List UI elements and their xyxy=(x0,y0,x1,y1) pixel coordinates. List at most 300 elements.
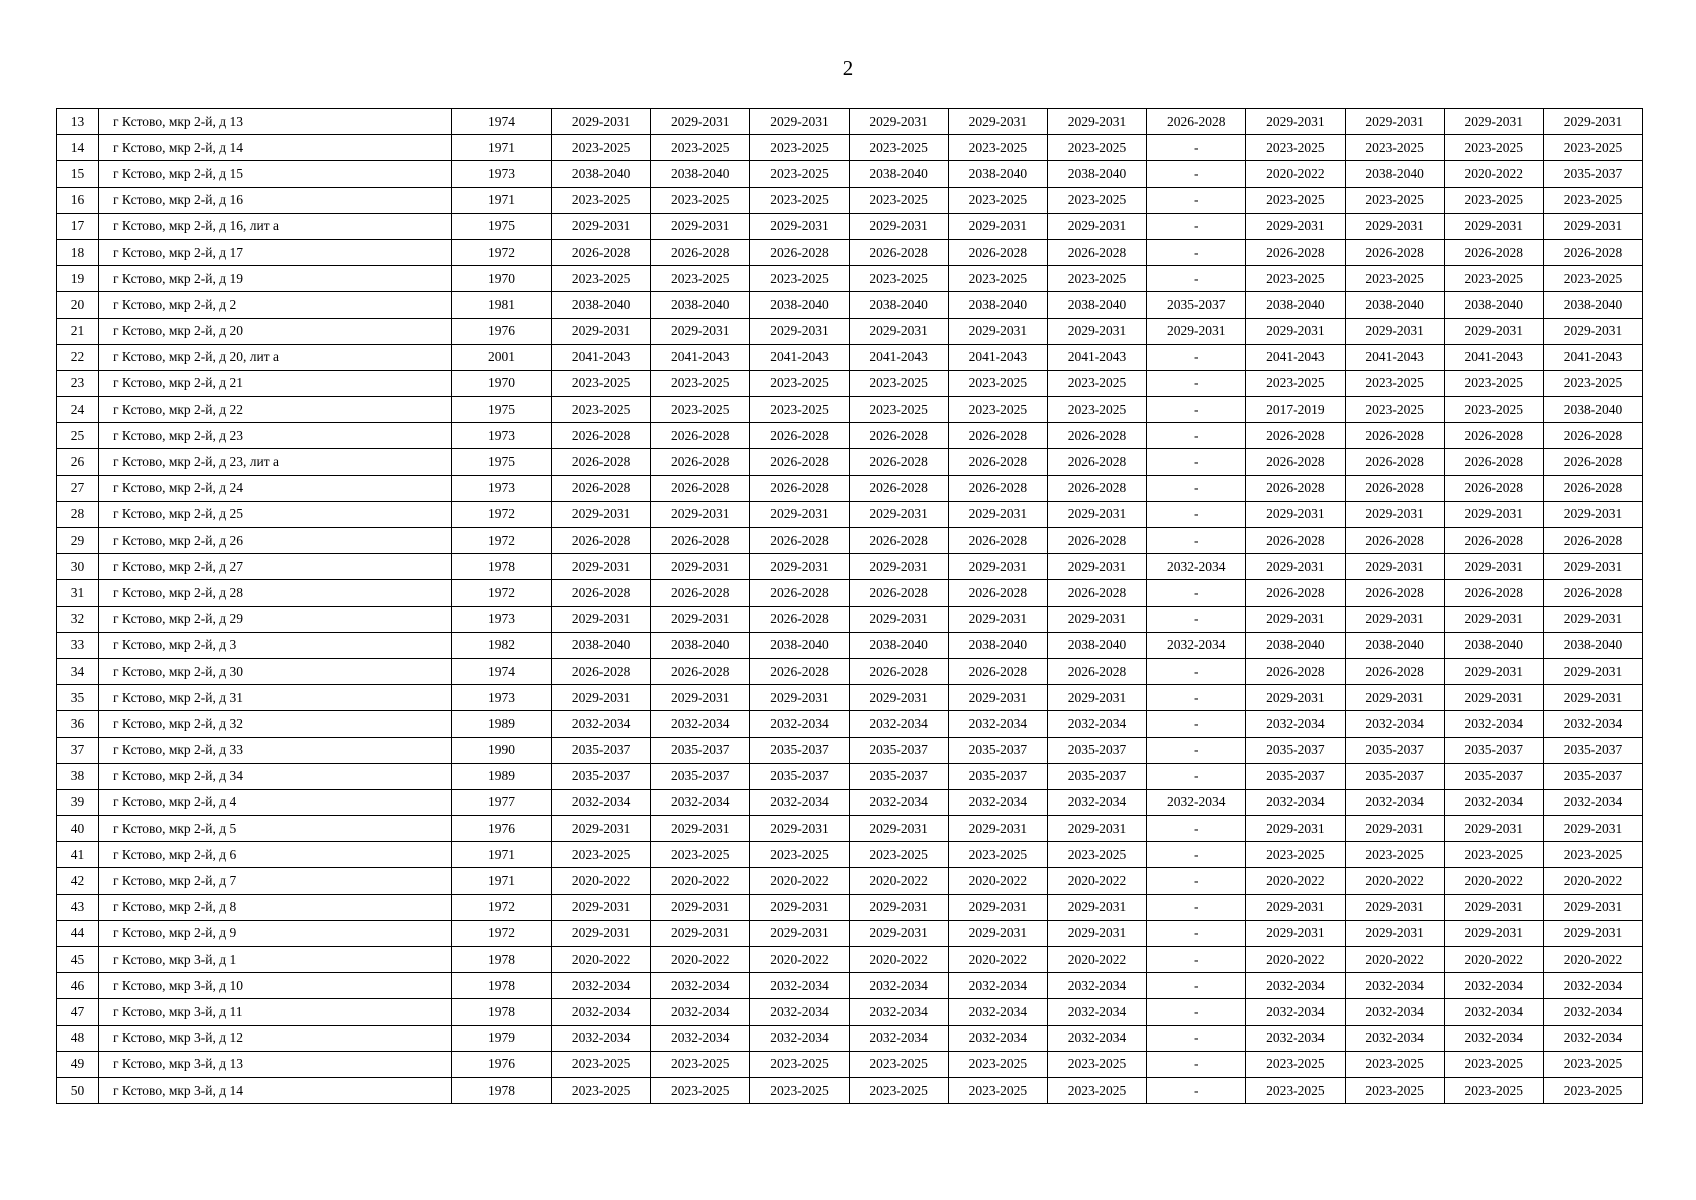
repair-period-cell: 2029-2031 xyxy=(1543,920,1642,946)
repair-period-cell: 2023-2025 xyxy=(1047,370,1146,396)
repair-period-cell: 2026-2028 xyxy=(849,475,948,501)
address-cell: г Кстово, мкр 2-й, д 21 xyxy=(99,370,452,396)
repair-period-cell: 2029-2031 xyxy=(1047,554,1146,580)
repair-period-cell: 2038-2040 xyxy=(1543,292,1642,318)
repair-period-cell: 2029-2031 xyxy=(552,318,651,344)
repair-period-cell: 2026-2028 xyxy=(1047,239,1146,265)
repair-period-cell: 2023-2025 xyxy=(552,266,651,292)
repair-period-cell: 2026-2028 xyxy=(1444,239,1543,265)
address-cell: г Кстово, мкр 2-й, д 29 xyxy=(99,606,452,632)
repair-period-cell: 2032-2034 xyxy=(1147,789,1246,815)
repair-period-cell: 2029-2031 xyxy=(1543,606,1642,632)
repair-period-cell: 2032-2034 xyxy=(849,711,948,737)
repair-period-cell: 2029-2031 xyxy=(849,894,948,920)
table-row xyxy=(57,1077,1643,1103)
repair-period-cell: 2026-2028 xyxy=(948,580,1047,606)
repair-period-cell: 2020-2022 xyxy=(1444,868,1543,894)
repair-period-cell: 2029-2031 xyxy=(1543,554,1642,580)
repair-period-cell: 2032-2034 xyxy=(1047,711,1146,737)
address-cell: г Кстово, мкр 2-й, д 4 xyxy=(99,789,452,815)
build-year-cell: 1978 xyxy=(452,1077,552,1103)
repair-period-cell: 2026-2028 xyxy=(1345,580,1444,606)
repair-period-cell: 2038-2040 xyxy=(1345,161,1444,187)
repair-period-cell: 2035-2037 xyxy=(750,737,849,763)
repair-period-cell: 2029-2031 xyxy=(1543,318,1642,344)
repair-period-cell: 2029-2031 xyxy=(948,501,1047,527)
address-cell: г Кстово, мкр 2-й, д 3 xyxy=(99,632,452,658)
repair-period-cell: 2038-2040 xyxy=(552,292,651,318)
repair-period-cell: 2020-2022 xyxy=(1246,947,1345,973)
repair-period-cell: 2026-2028 xyxy=(552,449,651,475)
repair-period-cell: 2032-2034 xyxy=(651,711,750,737)
repair-period-cell: 2029-2031 xyxy=(1047,816,1146,842)
repair-period-cell: 2041-2043 xyxy=(750,344,849,370)
repair-period-cell: 2026-2028 xyxy=(552,475,651,501)
repair-period-cell: 2023-2025 xyxy=(1543,1051,1642,1077)
table-row xyxy=(57,266,1643,292)
repair-period-cell: 2038-2040 xyxy=(1543,397,1642,423)
repair-period-cell: - xyxy=(1147,213,1246,239)
table-row xyxy=(57,580,1643,606)
row-number-cell: 20 xyxy=(57,292,99,318)
repair-period-cell: 2026-2028 xyxy=(552,239,651,265)
row-number-cell: 32 xyxy=(57,606,99,632)
table-row xyxy=(57,711,1643,737)
repair-period-cell: 2029-2031 xyxy=(1345,213,1444,239)
repair-period-cell: 2029-2031 xyxy=(1047,685,1146,711)
row-number-cell: 36 xyxy=(57,711,99,737)
repair-period-cell: 2032-2034 xyxy=(948,711,1047,737)
repair-period-cell: 2023-2025 xyxy=(552,397,651,423)
repair-period-cell: 2023-2025 xyxy=(1345,266,1444,292)
repair-period-cell: 2041-2043 xyxy=(1345,344,1444,370)
address-cell: г Кстово, мкр 2-й, д 23 xyxy=(99,423,452,449)
repair-period-cell: 2023-2025 xyxy=(1444,1077,1543,1103)
repair-period-cell: 2029-2031 xyxy=(1047,109,1146,135)
repair-period-cell: 2029-2031 xyxy=(1543,501,1642,527)
repair-period-cell: 2020-2022 xyxy=(1246,868,1345,894)
address-cell: г Кстово, мкр 2-й, д 8 xyxy=(99,894,452,920)
repair-period-cell: 2029-2031 xyxy=(1345,554,1444,580)
repair-period-cell: 2023-2025 xyxy=(750,370,849,396)
repair-period-cell: 2026-2028 xyxy=(552,423,651,449)
table-row xyxy=(57,475,1643,501)
repair-period-cell: 2029-2031 xyxy=(651,318,750,344)
repair-period-cell: 2029-2031 xyxy=(1444,894,1543,920)
repair-period-cell: 2029-2031 xyxy=(849,213,948,239)
repair-period-cell: 2023-2025 xyxy=(1047,1051,1146,1077)
build-year-cell: 1975 xyxy=(452,449,552,475)
repair-period-cell: 2020-2022 xyxy=(1345,868,1444,894)
repair-period-cell: 2029-2031 xyxy=(651,606,750,632)
repair-period-cell: 2029-2031 xyxy=(849,501,948,527)
repair-period-cell: 2032-2034 xyxy=(1047,789,1146,815)
repair-period-cell: 2023-2025 xyxy=(849,1051,948,1077)
repair-period-cell: 2029-2031 xyxy=(1444,109,1543,135)
repair-period-cell: - xyxy=(1147,475,1246,501)
table-row xyxy=(57,344,1643,370)
repair-period-cell: 2038-2040 xyxy=(1345,292,1444,318)
repair-period-cell: 2029-2031 xyxy=(1345,816,1444,842)
repair-period-cell: - xyxy=(1147,999,1246,1025)
repair-period-cell: 2038-2040 xyxy=(1444,292,1543,318)
row-number-cell: 49 xyxy=(57,1051,99,1077)
repair-period-cell: 2029-2031 xyxy=(1047,894,1146,920)
repair-period-cell: 2032-2034 xyxy=(1543,999,1642,1025)
repair-period-cell: 2029-2031 xyxy=(1543,109,1642,135)
repair-period-cell: 2026-2028 xyxy=(849,239,948,265)
repair-period-cell: 2029-2031 xyxy=(552,685,651,711)
address-cell: г Кстово, мкр 2-й, д 26 xyxy=(99,528,452,554)
repair-period-cell: 2023-2025 xyxy=(948,1051,1047,1077)
address-cell: г Кстово, мкр 2-й, д 27 xyxy=(99,554,452,580)
table-body xyxy=(57,109,1643,1104)
repair-period-cell: 2026-2028 xyxy=(849,423,948,449)
repair-period-cell: 2023-2025 xyxy=(651,266,750,292)
repair-period-cell: 2026-2028 xyxy=(1345,449,1444,475)
repair-period-cell: 2026-2028 xyxy=(1543,580,1642,606)
repair-period-cell: 2038-2040 xyxy=(849,632,948,658)
repair-period-cell: 2032-2034 xyxy=(552,999,651,1025)
repair-period-cell: 2035-2037 xyxy=(1246,737,1345,763)
row-number-cell: 15 xyxy=(57,161,99,187)
repair-period-cell: 2023-2025 xyxy=(1345,397,1444,423)
repair-period-cell: 2023-2025 xyxy=(948,187,1047,213)
repair-period-cell: - xyxy=(1147,763,1246,789)
repair-period-cell: 2026-2028 xyxy=(651,239,750,265)
repair-period-cell: 2032-2034 xyxy=(948,999,1047,1025)
address-cell: г Кстово, мкр 3-й, д 10 xyxy=(99,973,452,999)
table-row xyxy=(57,973,1643,999)
address-cell: г Кстово, мкр 2-й, д 34 xyxy=(99,763,452,789)
address-cell: г Кстово, мкр 2-й, д 5 xyxy=(99,816,452,842)
repair-period-cell: 2026-2028 xyxy=(651,423,750,449)
repair-period-cell: 2023-2025 xyxy=(849,135,948,161)
repair-period-cell: 2017-2019 xyxy=(1246,397,1345,423)
repair-period-cell: 2029-2031 xyxy=(1543,894,1642,920)
build-year-cell: 1981 xyxy=(452,292,552,318)
repair-period-cell: 2041-2043 xyxy=(1246,344,1345,370)
repair-period-cell: 2026-2028 xyxy=(1047,658,1146,684)
repair-period-cell: 2029-2031 xyxy=(1246,920,1345,946)
table-row xyxy=(57,397,1643,423)
repair-period-cell: 2023-2025 xyxy=(1047,135,1146,161)
repair-period-cell: 2023-2025 xyxy=(1543,370,1642,396)
address-cell: г Кстово, мкр 2-й, д 14 xyxy=(99,135,452,161)
repair-period-cell: 2038-2040 xyxy=(849,161,948,187)
repair-period-cell: 2023-2025 xyxy=(948,842,1047,868)
repair-period-cell: 2029-2031 xyxy=(1444,501,1543,527)
repair-period-cell: 2026-2028 xyxy=(1147,109,1246,135)
repair-period-cell: 2023-2025 xyxy=(750,161,849,187)
repair-period-cell: 2023-2025 xyxy=(1543,1077,1642,1103)
row-number-cell: 16 xyxy=(57,187,99,213)
repair-period-cell: 2026-2028 xyxy=(1246,423,1345,449)
row-number-cell: 28 xyxy=(57,501,99,527)
repair-period-cell: - xyxy=(1147,501,1246,527)
address-cell: г Кстово, мкр 2-й, д 31 xyxy=(99,685,452,711)
repair-period-cell: 2032-2034 xyxy=(1543,789,1642,815)
repair-period-cell: 2029-2031 xyxy=(948,554,1047,580)
repair-period-cell: 2029-2031 xyxy=(1047,213,1146,239)
repair-period-cell: 2038-2040 xyxy=(1246,632,1345,658)
repair-period-cell: 2029-2031 xyxy=(1246,816,1345,842)
repair-period-cell: 2032-2034 xyxy=(750,999,849,1025)
repair-period-cell: 2029-2031 xyxy=(849,920,948,946)
repair-period-cell: 2035-2037 xyxy=(1444,737,1543,763)
repair-period-cell: - xyxy=(1147,1025,1246,1051)
row-number-cell: 34 xyxy=(57,658,99,684)
repair-period-cell: 2029-2031 xyxy=(651,213,750,239)
repair-period-cell: 2020-2022 xyxy=(849,868,948,894)
address-cell: г Кстово, мкр 2-й, д 6 xyxy=(99,842,452,868)
repair-period-cell: 2029-2031 xyxy=(750,816,849,842)
repair-period-cell: - xyxy=(1147,397,1246,423)
build-year-cell: 1972 xyxy=(452,501,552,527)
repair-period-cell: 2026-2028 xyxy=(1444,475,1543,501)
row-number-cell: 17 xyxy=(57,213,99,239)
repair-period-cell: 2020-2022 xyxy=(552,947,651,973)
table-row xyxy=(57,737,1643,763)
repair-period-cell: 2023-2025 xyxy=(1444,370,1543,396)
table-row xyxy=(57,947,1643,973)
repair-period-cell: 2032-2034 xyxy=(750,711,849,737)
repair-period-cell: 2023-2025 xyxy=(750,1051,849,1077)
repair-period-cell: 2023-2025 xyxy=(1444,187,1543,213)
repair-period-cell: 2032-2034 xyxy=(1246,973,1345,999)
repair-period-cell: 2041-2043 xyxy=(1047,344,1146,370)
repair-period-cell: 2038-2040 xyxy=(552,161,651,187)
repair-period-cell: 2026-2028 xyxy=(750,475,849,501)
repair-period-cell: 2020-2022 xyxy=(552,868,651,894)
repair-period-cell: 2023-2025 xyxy=(750,842,849,868)
repair-period-cell: 2032-2034 xyxy=(1246,789,1345,815)
repair-period-cell: 2026-2028 xyxy=(1543,423,1642,449)
row-number-cell: 50 xyxy=(57,1077,99,1103)
row-number-cell: 27 xyxy=(57,475,99,501)
repair-period-cell: 2026-2028 xyxy=(1246,475,1345,501)
address-cell: г Кстово, мкр 2-й, д 20 xyxy=(99,318,452,344)
repair-period-cell: 2029-2031 xyxy=(1444,606,1543,632)
repair-period-cell: 2032-2034 xyxy=(552,973,651,999)
table-row xyxy=(57,135,1643,161)
repair-period-cell: 2023-2025 xyxy=(552,187,651,213)
repair-period-cell: 2026-2028 xyxy=(750,239,849,265)
repair-period-cell: 2038-2040 xyxy=(1246,292,1345,318)
repair-period-cell: 2026-2028 xyxy=(1345,239,1444,265)
repair-period-cell: 2029-2031 xyxy=(1444,554,1543,580)
address-cell: г Кстово, мкр 2-й, д 17 xyxy=(99,239,452,265)
row-number-cell: 23 xyxy=(57,370,99,396)
repair-period-cell: - xyxy=(1147,842,1246,868)
repair-period-cell: 2029-2031 xyxy=(1246,894,1345,920)
repair-period-cell: 2020-2022 xyxy=(750,868,849,894)
repair-period-cell: 2032-2034 xyxy=(1345,999,1444,1025)
page-number: 2 xyxy=(842,56,854,80)
repair-period-cell: - xyxy=(1147,135,1246,161)
repair-period-cell: 2029-2031 xyxy=(651,685,750,711)
repair-period-cell: 2032-2034 xyxy=(1345,711,1444,737)
repair-period-cell: 2032-2034 xyxy=(849,789,948,815)
table-row xyxy=(57,606,1643,632)
repair-period-cell: 2023-2025 xyxy=(1047,1077,1146,1103)
repair-period-cell: 2029-2031 xyxy=(948,109,1047,135)
table-row xyxy=(57,449,1643,475)
repair-period-cell: - xyxy=(1147,580,1246,606)
repair-period-cell: 2035-2037 xyxy=(1543,161,1642,187)
repair-period-cell: 2032-2034 xyxy=(552,789,651,815)
repair-period-cell: - xyxy=(1147,868,1246,894)
address-cell: г Кстово, мкр 2-й, д 16 xyxy=(99,187,452,213)
repair-period-cell: 2023-2025 xyxy=(1246,187,1345,213)
build-year-cell: 1977 xyxy=(452,789,552,815)
address-cell: г Кстово, мкр 2-й, д 25 xyxy=(99,501,452,527)
repair-period-cell: 2023-2025 xyxy=(651,135,750,161)
repair-period-cell: 2023-2025 xyxy=(1246,370,1345,396)
repair-period-cell: 2026-2028 xyxy=(948,528,1047,554)
repair-period-cell: 2026-2028 xyxy=(1047,580,1146,606)
repair-period-cell: 2041-2043 xyxy=(948,344,1047,370)
repair-period-cell: 2032-2034 xyxy=(1444,973,1543,999)
row-number-cell: 24 xyxy=(57,397,99,423)
repair-period-cell: 2023-2025 xyxy=(1345,370,1444,396)
repair-period-cell: - xyxy=(1147,239,1246,265)
repair-period-cell: 2038-2040 xyxy=(948,292,1047,318)
repair-period-cell: 2038-2040 xyxy=(1345,632,1444,658)
repair-period-cell: 2023-2025 xyxy=(1047,187,1146,213)
repair-period-cell: 2032-2034 xyxy=(651,789,750,815)
repair-period-cell: 2035-2037 xyxy=(1246,763,1345,789)
repair-period-cell: 2023-2025 xyxy=(750,397,849,423)
repair-period-cell: 2029-2031 xyxy=(849,816,948,842)
repair-period-cell: 2023-2025 xyxy=(1246,1077,1345,1103)
repair-period-cell: - xyxy=(1147,737,1246,763)
row-number-cell: 47 xyxy=(57,999,99,1025)
repair-period-cell: 2026-2028 xyxy=(1345,658,1444,684)
build-year-cell: 1975 xyxy=(452,213,552,239)
repair-period-cell: 2032-2034 xyxy=(750,973,849,999)
address-cell: г Кстово, мкр 2-й, д 32 xyxy=(99,711,452,737)
repair-period-cell: 2023-2025 xyxy=(651,397,750,423)
repair-period-cell: 2023-2025 xyxy=(552,1051,651,1077)
repair-period-cell: 2026-2028 xyxy=(651,449,750,475)
build-year-cell: 1972 xyxy=(452,239,552,265)
repair-period-cell: 2026-2028 xyxy=(1246,449,1345,475)
repair-period-cell: 2035-2037 xyxy=(552,763,651,789)
build-year-cell: 1973 xyxy=(452,606,552,632)
row-number-cell: 46 xyxy=(57,973,99,999)
repair-period-cell: 2032-2034 xyxy=(1444,789,1543,815)
repair-period-cell: 2029-2031 xyxy=(1543,816,1642,842)
repair-period-cell: 2035-2037 xyxy=(750,763,849,789)
row-number-cell: 22 xyxy=(57,344,99,370)
repair-period-cell: 2026-2028 xyxy=(1543,239,1642,265)
build-year-cell: 1976 xyxy=(452,1051,552,1077)
repair-period-cell: 2020-2022 xyxy=(1543,947,1642,973)
build-year-cell: 1972 xyxy=(452,894,552,920)
build-year-cell: 1972 xyxy=(452,528,552,554)
build-year-cell: 2001 xyxy=(452,344,552,370)
address-cell: г Кстово, мкр 2-й, д 15 xyxy=(99,161,452,187)
row-number-cell: 13 xyxy=(57,109,99,135)
repair-period-cell: - xyxy=(1147,894,1246,920)
repair-period-cell: 2026-2028 xyxy=(651,580,750,606)
repair-period-cell: 2035-2037 xyxy=(1543,763,1642,789)
address-cell: г Кстово, мкр 2-й, д 13 xyxy=(99,109,452,135)
repair-period-cell: - xyxy=(1147,711,1246,737)
repair-period-cell: 2020-2022 xyxy=(1345,947,1444,973)
repair-period-cell: 2035-2037 xyxy=(1147,292,1246,318)
repair-period-cell: 2029-2031 xyxy=(1246,685,1345,711)
repair-period-cell: 2038-2040 xyxy=(651,632,750,658)
repair-period-cell: - xyxy=(1147,266,1246,292)
repair-period-cell: 2026-2028 xyxy=(750,580,849,606)
repair-period-cell: 2026-2028 xyxy=(1246,239,1345,265)
table-row xyxy=(57,370,1643,396)
repair-schedule-table xyxy=(56,108,1643,1104)
repair-period-cell: 2029-2031 xyxy=(750,685,849,711)
repair-period-cell: 2029-2031 xyxy=(552,109,651,135)
repair-period-cell: 2032-2034 xyxy=(1444,1025,1543,1051)
repair-period-cell: 2026-2028 xyxy=(750,423,849,449)
repair-period-cell: 2029-2031 xyxy=(552,920,651,946)
build-year-cell: 1971 xyxy=(452,842,552,868)
repair-period-cell: 2026-2028 xyxy=(948,423,1047,449)
repair-period-cell: 2032-2034 xyxy=(948,1025,1047,1051)
build-year-cell: 1982 xyxy=(452,632,552,658)
repair-period-cell: 2023-2025 xyxy=(1246,1051,1345,1077)
row-number-cell: 18 xyxy=(57,239,99,265)
row-number-cell: 26 xyxy=(57,449,99,475)
row-number-cell: 41 xyxy=(57,842,99,868)
repair-period-cell: 2041-2043 xyxy=(849,344,948,370)
repair-period-cell: 2038-2040 xyxy=(1047,632,1146,658)
repair-period-cell: 2023-2025 xyxy=(750,187,849,213)
repair-period-cell: - xyxy=(1147,920,1246,946)
repair-period-cell: 2026-2028 xyxy=(1444,423,1543,449)
repair-period-cell: - xyxy=(1147,370,1246,396)
repair-period-cell: 2026-2028 xyxy=(651,475,750,501)
table-row xyxy=(57,763,1643,789)
repair-period-cell: 2029-2031 xyxy=(1444,318,1543,344)
repair-period-cell: 2026-2028 xyxy=(651,658,750,684)
repair-period-cell: 2023-2025 xyxy=(651,370,750,396)
repair-period-cell: 2029-2031 xyxy=(849,318,948,344)
repair-period-cell: 2023-2025 xyxy=(552,370,651,396)
repair-period-cell: 2032-2034 xyxy=(948,973,1047,999)
table-row xyxy=(57,161,1643,187)
repair-period-cell: 2029-2031 xyxy=(552,606,651,632)
repair-period-cell: 2035-2037 xyxy=(1047,763,1146,789)
repair-period-cell: 2035-2037 xyxy=(1543,737,1642,763)
repair-period-cell: 2026-2028 xyxy=(1246,528,1345,554)
repair-period-cell: 2026-2028 xyxy=(750,449,849,475)
repair-period-cell: 2041-2043 xyxy=(651,344,750,370)
repair-period-cell: 2035-2037 xyxy=(1444,763,1543,789)
build-year-cell: 1973 xyxy=(452,475,552,501)
repair-period-cell: 2035-2037 xyxy=(849,737,948,763)
repair-period-cell: 2026-2028 xyxy=(552,658,651,684)
repair-period-cell: 2032-2034 xyxy=(651,1025,750,1051)
repair-period-cell: 2023-2025 xyxy=(849,1077,948,1103)
repair-period-cell: 2032-2034 xyxy=(1047,973,1146,999)
repair-period-cell: 2023-2025 xyxy=(1246,266,1345,292)
repair-period-cell: 2023-2025 xyxy=(849,397,948,423)
repair-period-cell: - xyxy=(1147,947,1246,973)
repair-period-cell: 2029-2031 xyxy=(552,554,651,580)
address-cell: г Кстово, мкр 3-й, д 14 xyxy=(99,1077,452,1103)
row-number-cell: 25 xyxy=(57,423,99,449)
